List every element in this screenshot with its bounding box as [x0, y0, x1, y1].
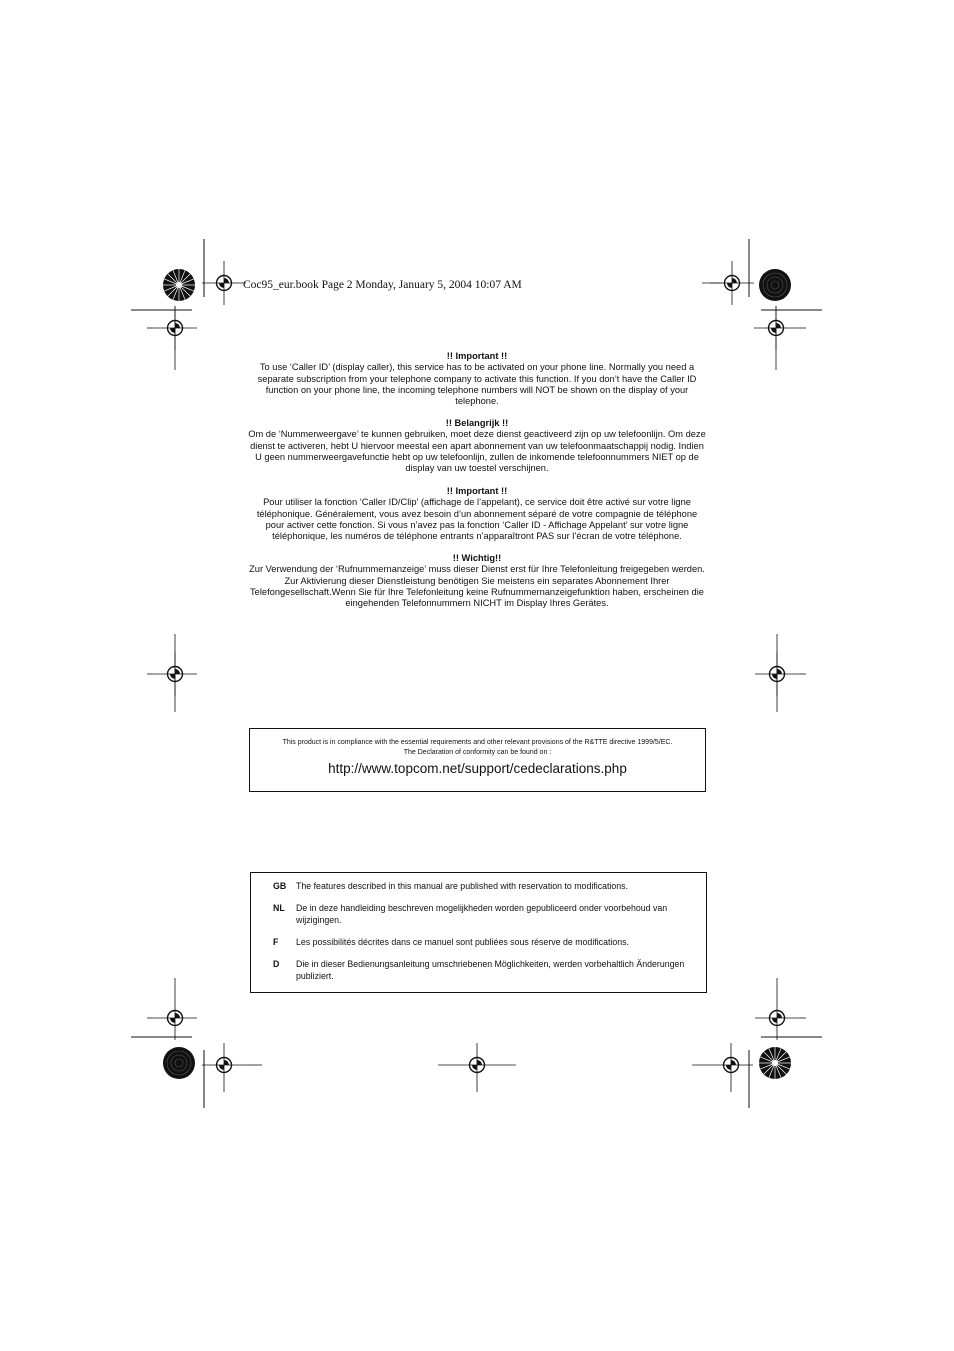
declaration-url-link[interactable]: http://www.topcom.net/support/cedeclarations.php [328, 761, 627, 776]
book-header-line: Coc95_eur.book Page 2 Monday, January 5, 2004 10:07 AM [243, 279, 522, 291]
notice-german [248, 553, 706, 609]
notice-heading: !! Important !! [446, 486, 508, 496]
reservation-text: De in deze handleiding beschreven mogelijkheden worden gepubliceerd onder voorbehoud van wijzigingen. [296, 903, 668, 925]
compliance-line-1: This product is in compliance with the essential requirements and other relevant provisions of the R&TTE directive 1999/5/EC. [282, 739, 673, 746]
compliance-box [249, 728, 706, 792]
reservation-text: Les possibilités décrites dans ce manuel sont publiées sous réserve de modifications. [296, 937, 629, 947]
notice-dutch [248, 418, 706, 474]
language-code: F [273, 937, 279, 947]
notice-french [248, 486, 706, 542]
reservation-text: Die in dieser Bedienungsanleitung umschriebenen Möglichkeiten, werden vorbehaltlich Änderungen publiziert. [296, 959, 685, 981]
notice-heading: !! Important !! [446, 351, 508, 361]
compliance-text [250, 738, 705, 758]
notice-body: To use ‘Caller ID’ (display caller), this service has to be activated on your phone line. Normally you need a separate subscription from your telephone company to activate this function. If you don’t have the Caller ID function on your phone line, the incoming telephone numbers will NOT be shown on the display of your telephone. [257, 362, 697, 407]
language-code: GB [273, 881, 287, 891]
compliance-line-2: The Declaration of conformity can be found on : [403, 749, 552, 756]
reservation-box [250, 872, 707, 993]
notice-body: Pour utiliser la fonction ‘Caller ID/Clip’ (affichage de l’appelant), ce service doit être activé sur votre ligne téléphonique. Généralement, vous avez besoin d’un abonnement séparé de votre compagnie de téléphone pour activer cette fonction. Si vous n’avez pas la fonction ‘Caller ID - Affichage Appelant’ sur votre ligne téléphonique, les numéros de téléphone entrants n’apparaîtront PAS sur l’écran de votre téléphone. [256, 497, 698, 542]
notice-body: Zur Verwendung der ‘Rufnummernanzeige’ muss dieser Dienst erst für Ihre Telefonleitung freigegeben werden. Zur Aktivierung dieser Dienstleistung benötigen Sie meistens ein separates Abonnement Ihrer Telefongesellschaft.Wenn Sie für Ihre Telefonleitung keine Rufnummernanzeigefunktion haben, erscheinen die eingehenden Telefonnummern NICHT im Display Ihres Gerätes. [249, 564, 705, 609]
reservation-text: The features described in this manual are published with reservation to modifications. [296, 881, 629, 891]
notice-body: Om de ‘Nummerweergave’ te kunnen gebruiken, moet deze dienst geactiveerd zijn op uw telefoonlijn. Om deze dienst te activeren, hebt U hiervoor meestal een apart abonnement van uw telefoonmaatschappij nodig. Indien U geen nummerweergavefunctie hebt op uw telefoonlijn, zullen de inkomende telefoonnummers NIET op de display van uw toestel verschijnen. [248, 429, 706, 474]
notice-heading: !! Belangrijk !! [445, 418, 509, 428]
notice-heading: !! Wichtig!! [452, 553, 502, 563]
notice-english [248, 351, 706, 407]
language-code: D [273, 959, 280, 969]
language-code: NL [273, 903, 285, 913]
